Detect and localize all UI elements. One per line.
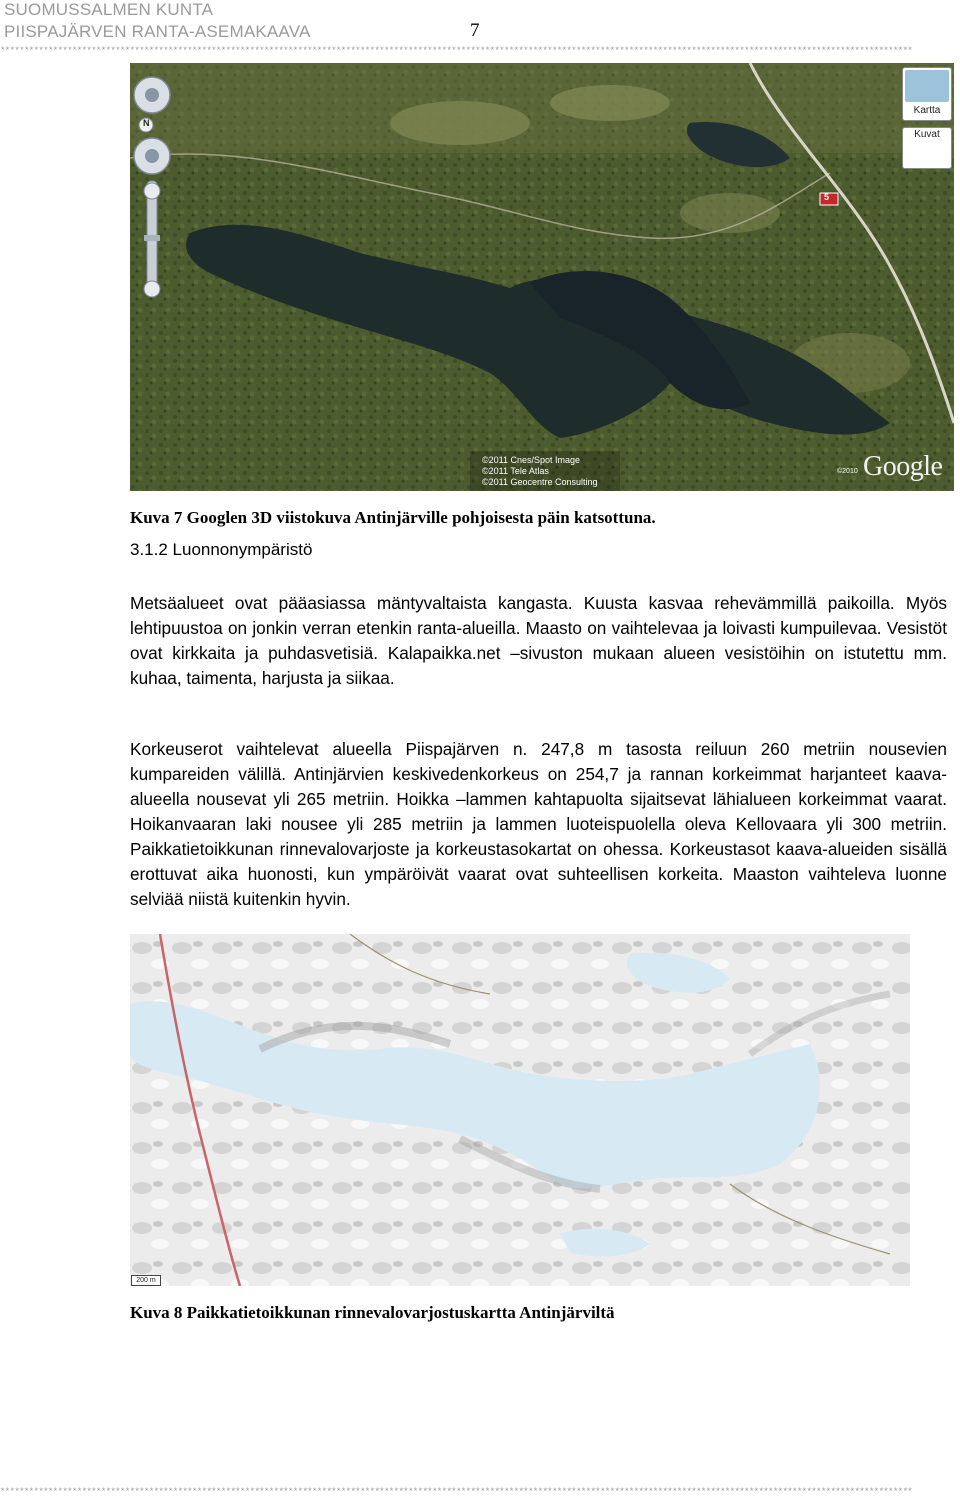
map-button[interactable] (902, 67, 952, 121)
map-button-label: Kartta (913, 105, 941, 116)
copyright-line: ©2011 Tele Atlas (482, 466, 549, 476)
satellite-view (130, 63, 954, 491)
google-earth-image (130, 63, 954, 491)
header-separator: ********************************************************************************************************************************************************************************************** (0, 46, 913, 56)
copyright-line: ©2011 Geocentre Consulting (482, 477, 598, 487)
images-button[interactable] (902, 127, 952, 169)
figure-caption: Kuva 7 Googlen 3D viistokuva Antinjärville pohjoisesta päin katsottuna. (130, 508, 656, 527)
hillshade-map (130, 934, 910, 1286)
header-plan-title: PIISPAJÄRVEN RANTA-ASEMAKAAVA (4, 22, 311, 41)
compass-label: N (143, 118, 150, 128)
figure-caption: Kuva 8 Paikkatietoikkunan rinnevalovarjostuskartta Antinjärviltä (130, 1303, 615, 1322)
scale-bar: 200 m (131, 1275, 161, 1286)
footer-separator: ********************************************************************************************************************************************************************************************** (0, 1487, 913, 1497)
imagery-year: ©2010 (837, 468, 858, 475)
paragraph-vegetation: Metsäalueet ovat pääasiassa mäntyvaltaista kangasta. Kuusta kasvaa rehevämmillä paikoilla. Myös lehtipuustoa on jonkin verran etenkin ranta-alueilla. Maasto on vaihtelevaa ja loivasti kumpuilevaa. Vesistöt ovat kirkkaita ja puhdasvetisiä. Kalapaikka.net –sivuston mukaan alueen vesistöihin on istutettu mm. kuhaa, taimenta, harjusta ja siikaa. (130, 593, 947, 688)
map-thumbnail-icon (905, 70, 949, 102)
header-organization: SUOMUSSALMEN KUNTA (4, 0, 214, 19)
section-heading: 3.1.2 Luonnonympäristö (130, 540, 313, 559)
images-button-label: Kuvat (914, 129, 940, 140)
road-number-label: 5 (824, 192, 830, 202)
page-number: 7 (470, 20, 480, 41)
relief-map (130, 934, 910, 1286)
copyright-notice (482, 455, 598, 488)
paragraph-elevation: Korkeuserot vaihtelevat alueella Piispajärven n. 247,8 m tasosta reiluun 260 metriin nousevien kumpareiden välillä. Antinjärvien keskivedenkorkeus on 254,7 ja rannan korkeimmat harjanteet kaava-alueella nousevat yli 265 metriin. Hoikka –lammen kahtapuolta sijaitsevat lähialueen korkeimmat vaarat. Hoikanvaaran laki nousee yli 285 metriin ja lammen luoteispuolella oleva Kellovaara yli 300 metriin. Paikkatietoikkunan rinnevalovarjoste ja korkeustasokartat on ohessa. Korkeustasot kaava-alueiden sisällä erottuvat aika huonosti, kun ympäröivät vaarat ovat suhteellisen korkeita. Maaston vaihteleva luonne selviää niistä kuitenkin hyvin. (130, 739, 947, 909)
copyright-line: ©2011 Cnes/Spot Image (482, 455, 581, 465)
google-logo: Google (863, 451, 943, 482)
